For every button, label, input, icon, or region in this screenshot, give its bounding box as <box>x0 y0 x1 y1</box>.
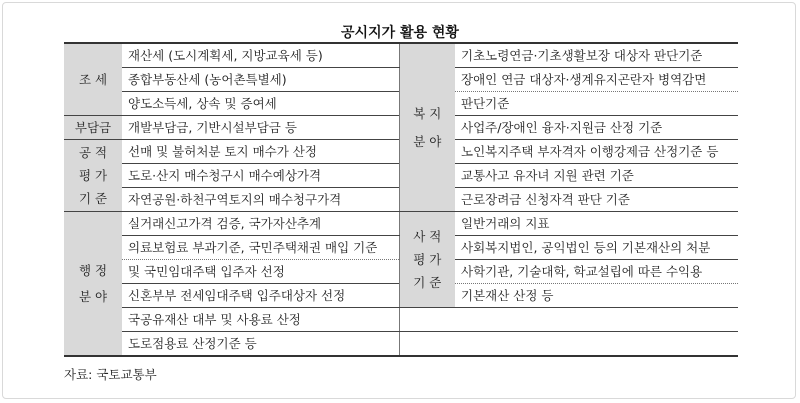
empty-cell <box>455 332 738 357</box>
cell-admin-5: 국공유재산 대부 및 사용료 산정 <box>122 308 399 332</box>
empty-cell <box>399 332 455 357</box>
category-tax: 조 세 <box>64 43 122 116</box>
cell-welfare-4: 사업주/장애인 융자·지원금 산정 기준 <box>455 116 738 140</box>
cell-tax-3: 양도소득세, 상속 및 증여세 <box>122 92 399 116</box>
source-note: 자료: 국토교통부 <box>64 367 157 382</box>
cell-welfare-1: 기초노령연금·기초생활보장 대상자 판단기준 <box>455 43 738 68</box>
empty-cell <box>455 308 738 332</box>
cell-private-2: 사회복지법인, 공익법인 등의 기본재산의 처분 <box>455 236 738 260</box>
category-private-appraisal: 사 적 평 가 기 준 <box>399 212 455 308</box>
cell-admin-6: 도로점용료 산정기준 등 <box>122 332 399 357</box>
cell-admin-2: 의료보험료 부과기준, 국민주택채권 매입 기준 <box>122 236 399 260</box>
category-burden: 부담금 <box>64 116 122 140</box>
cell-appraisal-3: 자연공원·하천구역토지의 매수청구가격 <box>122 188 399 212</box>
table-title: 공시지가 활용 현황 <box>341 25 459 41</box>
cell-private-4: 기본재산 산정 등 <box>455 284 738 308</box>
cell-welfare-6: 교통사고 유자녀 지원 관련 기준 <box>455 164 738 188</box>
cell-appraisal-2: 도로·산지 매수청구시 매수예상가격 <box>122 164 399 188</box>
land-price-usage-table <box>64 42 738 357</box>
table-row <box>64 43 738 68</box>
cell-welfare-3: 판단기준 <box>455 92 738 116</box>
cell-private-1: 일반거래의 지표 <box>455 212 738 236</box>
cell-welfare-5: 노인복지주택 부자격자 이행강제금 산정기준 등 <box>455 140 738 164</box>
cell-welfare-2: 장애인 연금 대상자·생계유지곤란자 병역감면 <box>455 68 738 92</box>
cell-tax-2: 종합부동산세 (농어촌특별세) <box>122 68 399 92</box>
table-row <box>64 308 738 332</box>
category-public-appraisal: 공 적 평 가 기 준 <box>64 140 122 212</box>
table-row <box>64 212 738 236</box>
cell-admin-4: 신혼부부 전세임대주택 입주대상자 선정 <box>122 284 399 308</box>
cell-appraisal-1: 선매 및 불허처분 토지 매수가 산정 <box>122 140 399 164</box>
cell-private-3: 사학기관, 기술대학, 학교설립에 따른 수익용 <box>455 260 738 284</box>
cell-burden-1: 개발부담금, 기반시설부담금 등 <box>122 116 399 140</box>
category-welfare: 복 지 분 야 <box>399 43 455 212</box>
empty-cell <box>399 308 455 332</box>
category-administration: 행 정 분 야 <box>64 212 122 357</box>
cell-admin-3: 및 국민임대주택 입주자 선정 <box>122 260 399 284</box>
cell-tax-1: 재산세 (도시계획세, 지방교육세 등) <box>122 43 399 68</box>
table-row <box>64 332 738 357</box>
cell-welfare-7: 근로장려금 신청자격 판단 기준 <box>455 188 738 212</box>
cell-admin-1: 실거래신고가격 검증, 국가자산추계 <box>122 212 399 236</box>
